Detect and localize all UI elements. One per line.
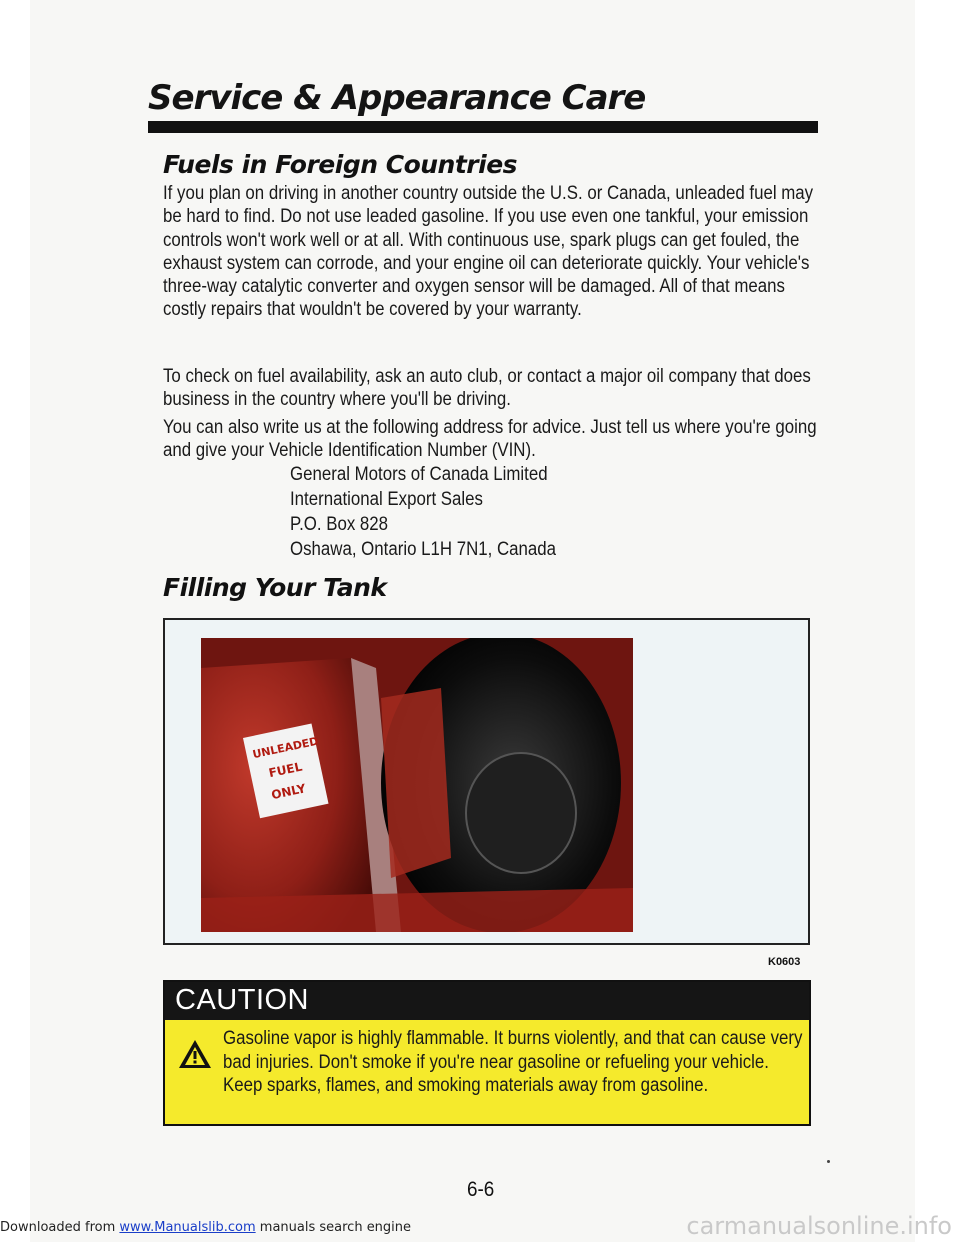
- caution-header-bar: [165, 982, 809, 1020]
- paragraph-fuels-1: If you plan on driving in another country outside the U.S. or Canada, unleaded fuel may be hard to find. Do not use leaded gasoline. If you use even one tankful, your emission controls won't work well or at all. With continuous use, spark plugs can get fouled, the exhaust system can corrode, and your engine oil can deteriorate quickly. Your vehicle's three-way catalytic converter and oxygen sensor will be damaged. All of that means costly repairs that wouldn't be covered by your warranty.: [163, 182, 814, 321]
- label-line-3: ONLY: [270, 781, 307, 803]
- label-line-2: FUEL: [267, 759, 304, 781]
- fuel-door-figure: [163, 618, 810, 945]
- address-line: General Motors of Canada Limited: [290, 463, 548, 485]
- header-rule: [148, 121, 818, 133]
- fuel-door-photo: [201, 638, 633, 932]
- section-heading-fuels: Fuels in Foreign Countries: [163, 150, 518, 179]
- page-number: 6-6: [467, 1178, 495, 1201]
- fuel-door-illustration: [201, 638, 633, 932]
- address-line: P.O. Box 828: [290, 513, 389, 535]
- label-line-1: UNLEADED: [251, 734, 320, 762]
- paragraph-fuels-2: To check on fuel availability, ask an auto club, or contact a major oil company that does business in the country where you'll be driving.: [163, 365, 811, 411]
- page-header-title: Service & Appearance Care: [148, 78, 646, 118]
- caution-box: [163, 980, 811, 1126]
- footer-prefix: Downloaded from: [0, 1220, 116, 1235]
- warning-triangle-icon: [177, 1038, 213, 1070]
- caution-text: Gasoline vapor is highly flammable. It burns violently, and that can cause very bad injuries. Don't smoke if you're near gasoline or refueling your vehicle. Keep sparks, flames, and smoking materials away from gasoline.: [223, 1027, 803, 1096]
- address-line: Oshawa, Ontario L1H 7N1, Canada: [290, 538, 557, 560]
- mailing-address: [290, 462, 556, 562]
- footer-suffix: manuals search engine: [259, 1220, 412, 1235]
- caution-label: CAUTION: [175, 984, 309, 1016]
- speck: [827, 1160, 830, 1163]
- download-footer: [0, 1220, 411, 1235]
- figure-code: K0603: [768, 956, 801, 968]
- address-line: International Export Sales: [290, 488, 483, 510]
- site-watermark: carmanualsonline.info: [686, 1212, 952, 1240]
- section-heading-filling: Filling Your Tank: [163, 573, 387, 602]
- paragraph-fuels-3: You can also write us at the following address for advice. Just tell us where you're going and give your Vehicle Identification Number (VIN).: [163, 416, 817, 462]
- manualslib-link[interactable]: www.Manualslib.com: [119, 1220, 256, 1235]
